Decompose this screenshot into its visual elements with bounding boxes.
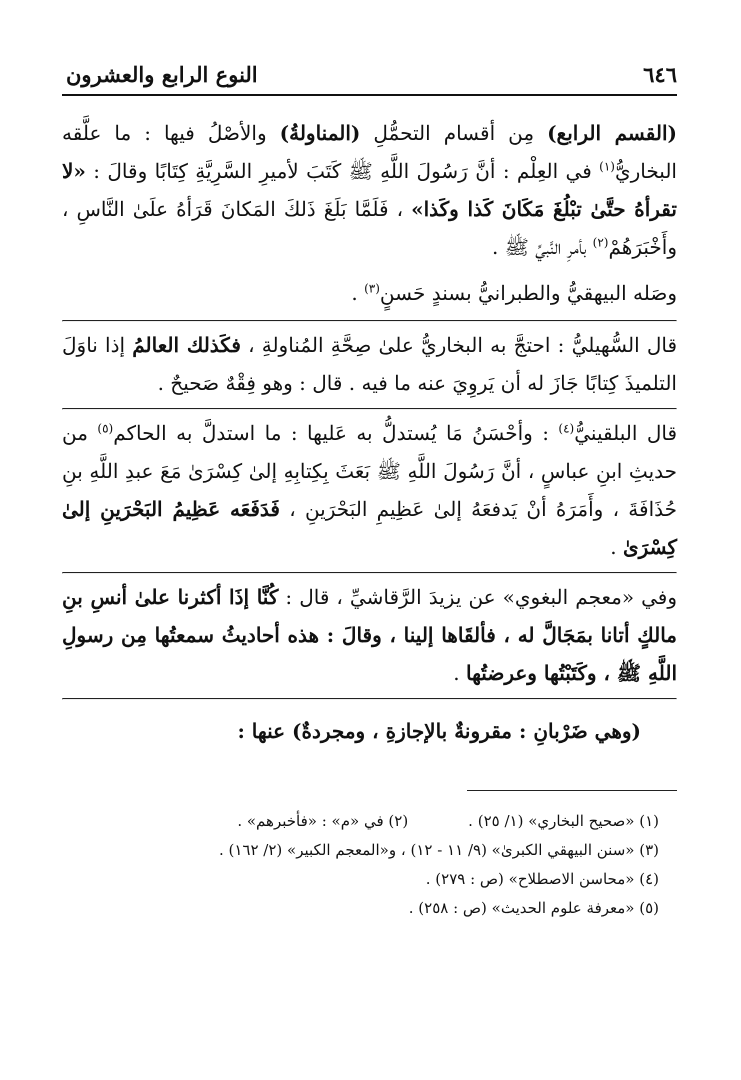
text-run: : وأحْسَنُ مَا يُستدلُّ به عَليها : ما استدلَّ به الحاكم	[113, 421, 559, 445]
text-run: ، فَلَمَّا بَلَغَ ذَلكَ المَكانَ قَرَأهُ علَىٰ النَّاسِ ، وأَخْبَرَهُمْ	[62, 197, 677, 259]
section-heading: (القسم الرابع)	[547, 121, 678, 145]
text-run: .	[351, 281, 365, 305]
footnote-ref-4: (٤)	[558, 421, 575, 436]
footnote-5: (٥) «معرفة علوم الحديث» (ص : ٢٥٨) .	[408, 899, 659, 917]
text-run: .	[453, 661, 466, 685]
text-run: من حديثِ ابنِ عباسٍ ، أنَّ رَسُولَ اللَّهِ ﷺ بَعَثَ بِكِتابِهِ إلىٰ كِسْرَىٰ مَعَ عبدِ اللَّهِ بنِ حُذَافَةَ ، وأَمَرَهُ أنْ يَدفعَهُ إلىٰ عَظِيمِ البَحْرَينِ ،	[62, 421, 677, 521]
hadith-quote: «لا تقرأهُ حتَّىٰ تبْلُغَ مَكَانَ كَذا وكَذا»	[62, 159, 677, 221]
footnote-row	[62, 807, 659, 836]
footnote-4: (٤) «محاسن الاصطلاح» (ص : ٢٧٩) .	[425, 870, 659, 888]
running-header	[62, 58, 677, 96]
paragraph-suhayli	[62, 322, 677, 408]
footnote-ref-1: (١)	[599, 159, 615, 174]
footnote-ref-3: (٣)	[364, 281, 380, 296]
footnote-rule	[467, 790, 677, 791]
footnote-1: (١) «صحيح البخاري» (١/ ٢٥) .	[468, 812, 659, 830]
paragraph-divider	[62, 698, 677, 700]
text-run: قال السُّهيليُّ : احتجَّ به البخاريُّ علىٰ صِحَّةِ المُناولةِ ،	[240, 333, 678, 357]
text-run: مِن أقسام التحمُّلِ	[360, 121, 548, 145]
text-run: وصَله البيهقيُّ والطبرانيُّ بسندٍ حَسنٍ	[379, 281, 677, 305]
text-run: وفي «معجم البغوي» عن يزيدَ الرَّقاشيِّ ، قال :	[278, 585, 678, 609]
closing-line: (وهي ضَرْبانِ : مقرونةٌ بالإجازةِ ، ومجردةٌ) عنها :	[237, 719, 641, 743]
quote-anas: كُنَّا إذَا أكثرنا علىٰ أنسِ بنِ مالكٍ أتانا بمَجَالَّ له ، فألقَاها إلينا ، وقالَ : هذه أحاديثُ سمعتُها مِن رسولِ اللَّهِ ﷺ ، وكَتَبْتُها وعرضتُها	[62, 585, 677, 685]
emphasis-run: فَدَفَعَه عَظِيمُ البَحْرَينِ إلىٰ كِسْرَىٰ	[62, 497, 677, 559]
text-run: في العِلْم : أنَّ رَسُولَ اللَّهِ ﷺ كَتَبَ لأميرِ السَّرِيَّةِ كِتَابًا وقالَ :	[85, 159, 600, 183]
text-run: بأمرِ النَّبيِّ ﷺ .	[492, 235, 593, 259]
paragraph-bulqini	[62, 410, 677, 572]
footnote-3: (٣) «سنن البيهقي الكبرىٰ» (٩/ ١١ - ١٢) ، و«المعجم الكبير» (٢/ ١٦٢) .	[218, 841, 659, 859]
paragraph-bayhaqi	[62, 272, 677, 320]
footnote-ref-5: (٥)	[97, 421, 114, 436]
term-munawala: (المناولةُ)	[279, 121, 361, 145]
footnote-ref-2: (٢)	[592, 235, 609, 250]
page-number: ٦٤٦	[643, 62, 677, 87]
text-run: والأصْلُ فيها : ما علَّقه البخاريُّ	[62, 121, 677, 183]
book-page	[62, 58, 677, 1040]
text-run: .	[610, 535, 623, 559]
paragraph-munawala	[62, 110, 677, 272]
footnotes	[62, 807, 677, 923]
chapter-title: النوع الرابع والعشرون	[66, 62, 258, 87]
emphasis-run: فكَذلك العالمُ	[132, 333, 241, 357]
text-run: إذا ناوَلَ التلميذَ كِتابًا جَازَ له أن يَروِيَ عنه ما فيه . قال : وهو فِقْهٌ صَحيحٌ .	[62, 333, 677, 395]
footnote-2: (٢) في «م» : «فأخبرهم» .	[237, 812, 409, 830]
paragraph-baghawi	[62, 574, 677, 698]
text-run: قال البلقينيُّ	[574, 421, 678, 445]
